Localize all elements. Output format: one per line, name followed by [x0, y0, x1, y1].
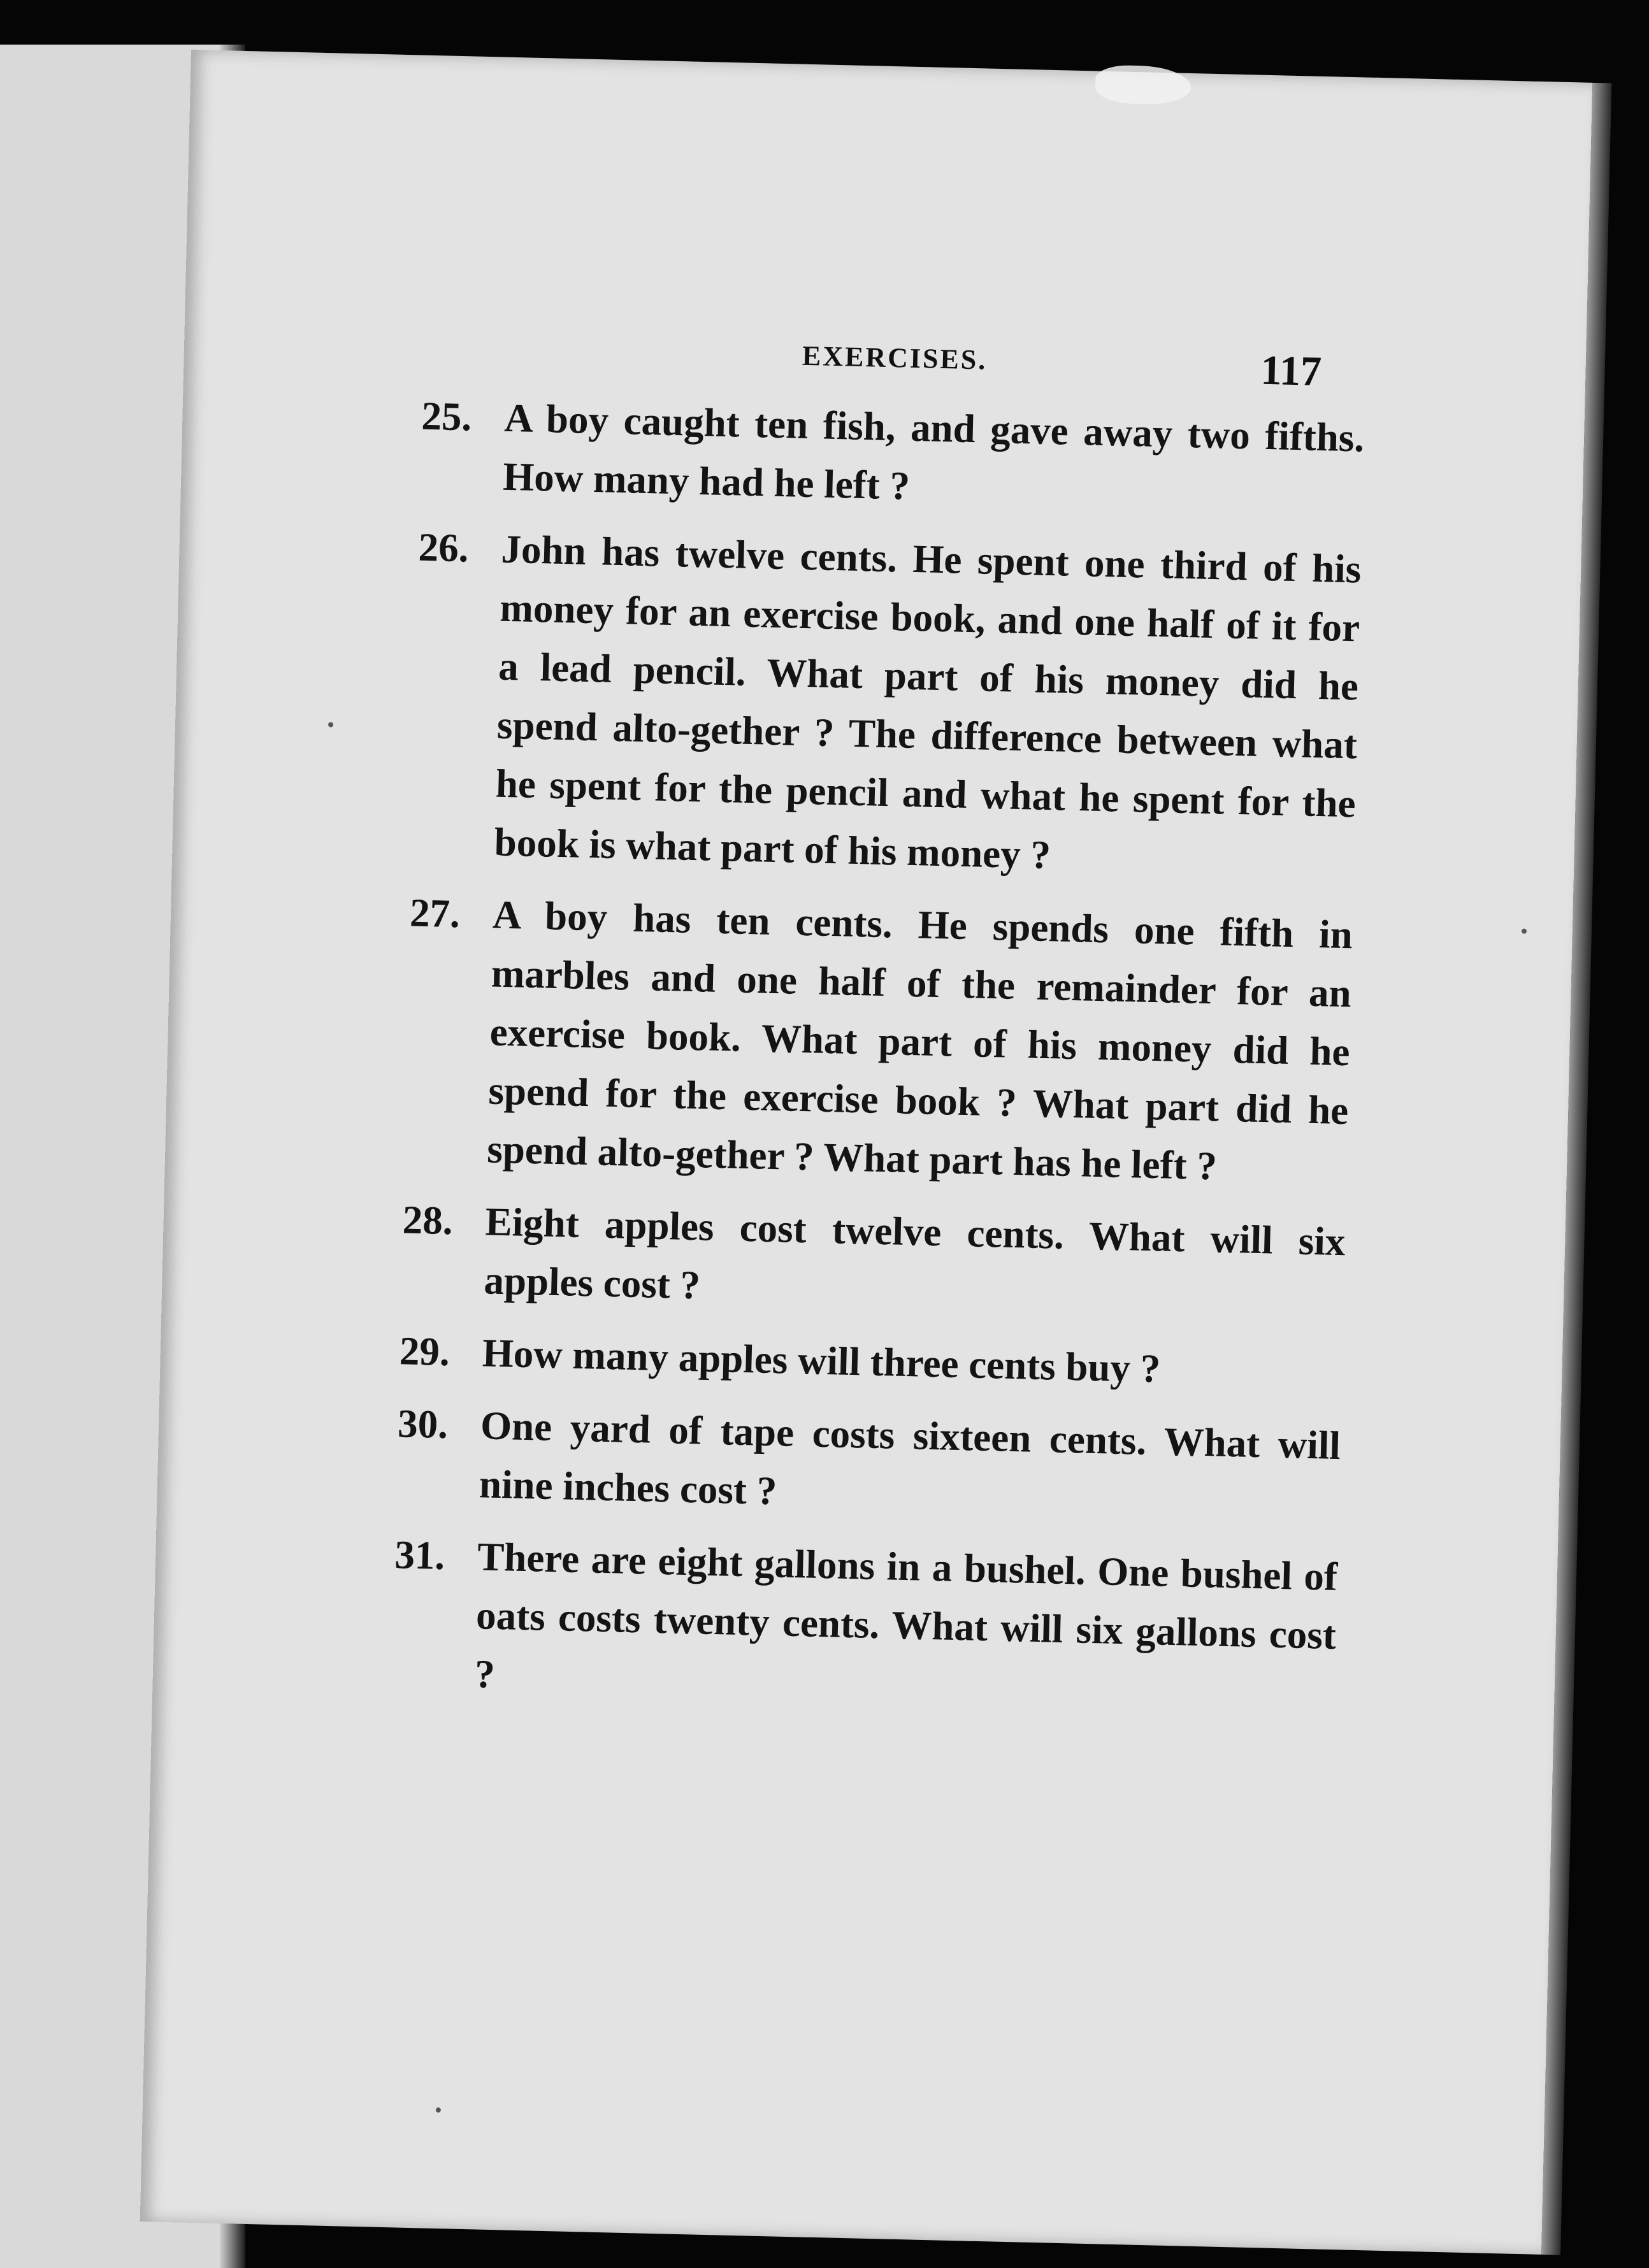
- exercise-number: 26.: [417, 524, 470, 571]
- exercise-number: 28.: [402, 1197, 454, 1244]
- running-head: [184, 325, 1586, 396]
- exercise-item: [394, 1526, 1338, 1723]
- exercise-item: [402, 1191, 1346, 1330]
- exercise-item: [417, 519, 1362, 892]
- book-page: [140, 50, 1593, 2255]
- exercise-text: Eight apples cost twelve cents. What will six apples cost ?: [483, 1199, 1346, 1308]
- exercise-text: How many apples will three cents buy ?: [482, 1330, 1162, 1391]
- exercise-text: A boy caught ten fish, and gave away two fifths. How many had he left ?: [502, 395, 1365, 508]
- torn-paper-mark: [1095, 64, 1191, 105]
- exercise-number: 30.: [397, 1401, 449, 1447]
- exercise-text: John has twelve cents. He spent one third of his money for an exercise book, and one half of it for a lead pencil. What part of his money did he spend alto-gether ? The difference between what he spent for the pencil and what he spent for the book is what part of his money ?: [494, 526, 1362, 878]
- exercise-text: One yard of tape costs sixteen cents. What will nine inches cost ?: [479, 1403, 1341, 1514]
- exercise-item: [397, 1395, 1341, 1533]
- exercise-item: [399, 1322, 1343, 1402]
- page-edge: [1541, 83, 1611, 2255]
- paper-speck: [436, 2107, 441, 2113]
- exercise-item: [409, 884, 1353, 1198]
- page-title: EXERCISES.: [802, 340, 988, 376]
- paper-speck: [1522, 929, 1527, 934]
- exercise-list: [394, 387, 1365, 1737]
- exercise-text: There are eight gallons in a bushel. One bushel of oats costs twenty cents. What will six gallons cost ?: [474, 1534, 1338, 1697]
- exercise-item: [421, 387, 1365, 526]
- paper-speck: [328, 722, 333, 727]
- exercise-number: 31.: [394, 1532, 445, 1579]
- exercise-number: 27.: [409, 890, 461, 937]
- exercise-number: 29.: [399, 1328, 450, 1375]
- page-number: 117: [1260, 347, 1322, 395]
- exercise-text: A boy has ten cents. He spends one fifth in marbles and one half of the remainder for an exercise book. What part of his money did he spend for the exercise book ? What part did he spend alto-gether ? What part has he left ?: [486, 892, 1353, 1189]
- exercise-number: 25.: [421, 393, 473, 440]
